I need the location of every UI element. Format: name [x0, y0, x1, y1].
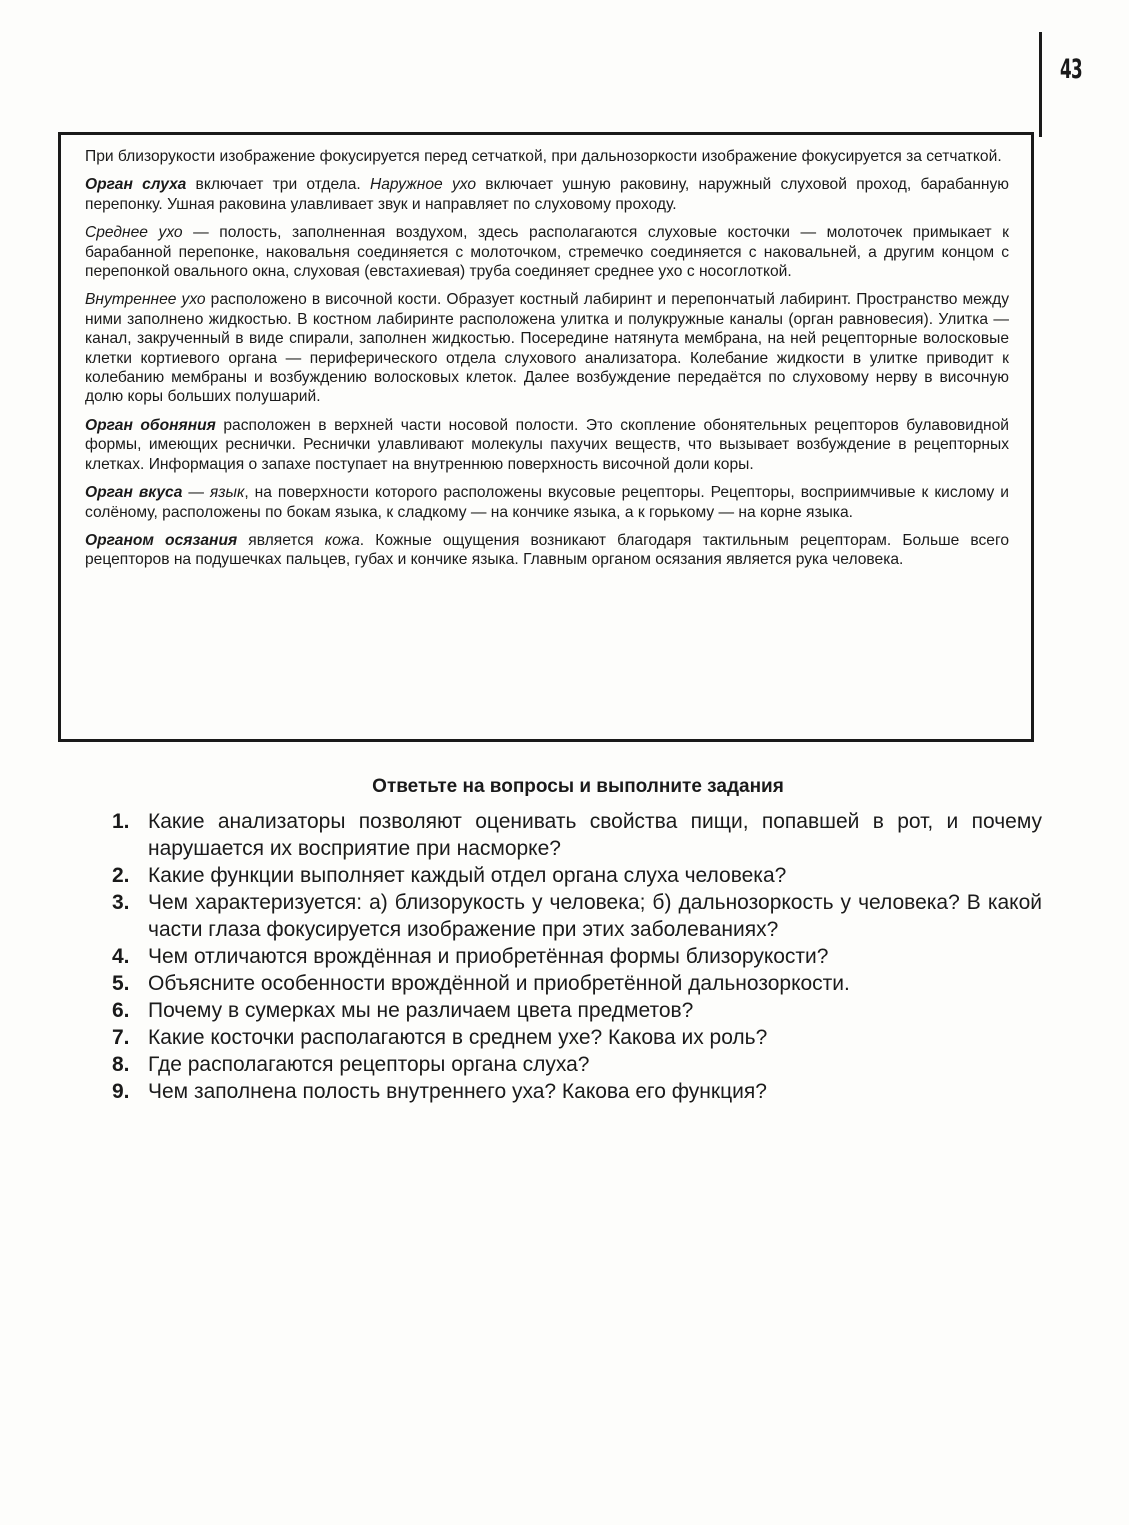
question-number: 7.: [112, 1026, 130, 1049]
question-item: [110, 1024, 1042, 1051]
margin-rule: [1039, 32, 1042, 137]
question-text: Объясните особенности врождённой и приобретённой дальнозоркости.: [148, 972, 850, 995]
questions-title: Ответьте на вопросы и выполните задания: [372, 776, 784, 797]
question-text: Какие косточки располагаются в среднем ухе? Какова их роль?: [148, 1026, 768, 1049]
info-paragraph-smell-organ: Орган обоняния расположен в верхней части носовой полости. Это скопление обонятельных рецепторов булавовидной формы, имеющих реснички. Реснички улавливают молекулы пахучих веществ, что вызывает возбуждение в рецепторных клетках. Информация о запахе поступает на внутреннюю поверхность височной доли коры.: [85, 416, 1009, 473]
info-paragraph-inner-ear: Внутреннее ухо расположено в височной кости. Образует костный лабиринт и перепончатый лабиринт. Пространство между ними заполнено жидкостью. В костном лабиринте расположена улитка и полукружные каналы (орган равновесия). Улитка — канал, закрученный в виде спирали, заполнен жидкостью. Посередине натянута мембрана, на ней рецепторные волосковые клетки кортиевого органа — периферического отдела слухового анализатора. Колебание жидкости в улитке приводит к колебанию мембраны и возбуждению волосковых клеток. Далее возбуждение передаётся по слуховому нерву в височную долю коры больших полушарий.: [85, 291, 1009, 406]
info-box: [58, 132, 1034, 742]
term-touch-organ: Органом осязания: [85, 531, 238, 549]
question-text: Где располагаются рецепторы органа слуха?: [148, 1053, 590, 1076]
question-number: 4.: [112, 945, 130, 968]
question-item: [110, 862, 1042, 889]
question-number: 1.: [112, 810, 130, 833]
question-text: Почему в сумерках мы не различаем цвета предметов?: [148, 999, 694, 1022]
question-text: Чем заполнена полость внутреннего уха? Какова его функция?: [148, 1080, 767, 1103]
question-number: 9.: [112, 1080, 130, 1103]
question-text: Какие анализаторы позволяют оценивать свойства пищи, попавшей в рот, и почему нарушается их восприятие при насморке?: [148, 810, 1042, 860]
term-middle-ear: Среднее ухо: [85, 224, 183, 242]
question-item: [110, 997, 1042, 1024]
questions-list: [110, 808, 1042, 1105]
info-paragraph-taste-organ: Орган вкуса — язык, на поверхности которого расположены вкусовые рецепторы. Рецепторы, восприимчивые к кислому и солёному, расположены по бокам языка, к сладкому — на кончике языка, а к горькому — на корне языка.: [85, 484, 1009, 521]
question-number: 2.: [112, 864, 130, 887]
question-number: 6.: [112, 999, 130, 1022]
term-taste-organ: Орган вкуса: [85, 484, 183, 502]
page-number: 43: [1060, 54, 1083, 85]
term-tongue: язык: [209, 484, 245, 502]
question-text: Чем характеризуется: а) близорукость у человека; б) дальнозоркость у человека? В какой части глаза фокусируется изображение при этих заболеваниях?: [148, 891, 1042, 941]
term-skin: кожа: [324, 531, 360, 549]
info-paragraph-touch-organ: Органом осязания является кожа. Кожные ощущения возникают благодаря тактильным рецепторам. Больше всего рецепторов на подушечках пальцев, губах и кончике языка. Главным органом осязания является рука человека.: [85, 531, 1009, 569]
question-item: [110, 943, 1042, 970]
term-hearing-organ: Орган слуха: [85, 176, 187, 194]
question-item: [110, 889, 1042, 943]
question-item: [110, 1051, 1042, 1078]
info-paragraph-hearing-organ: Орган слуха включает три отдела. Наружное ухо включает ушную раковину, наружный слуховой проход, барабанную перепонку. Ушная раковина улавливает звук и направляет по слуховому проходу.: [85, 176, 1009, 213]
question-text: Какие функции выполняет каждый отдел органа слуха человека?: [148, 864, 787, 887]
term-outer-ear: Наружное ухо: [369, 176, 477, 194]
term-inner-ear: Внутреннее ухо: [85, 291, 206, 309]
question-item: [110, 808, 1042, 862]
question-number: 8.: [112, 1053, 130, 1076]
info-paragraph-middle-ear: Среднее ухо — полость, заполненная воздухом, здесь располагаются слуховые косточки — молоточек примыкает к барабанной перепонке, наковальня соединяется с молоточком, стремечко соединяется с наковальней, а другим концом с перепонкой овального окна, слуховая (евстахиевая) труба соединяет среднее ухо с носоглоткой.: [85, 224, 1009, 281]
info-paragraph-myopia: При близорукости изображение фокусируется перед сетчаткой, при дальнозоркости изображение фокусируется за сетчаткой.: [85, 148, 1002, 165]
question-item: [110, 1078, 1042, 1105]
question-item: [110, 970, 1042, 997]
question-number: 5.: [112, 972, 130, 995]
question-text: Чем отличаются врождённая и приобретённая формы близорукости?: [148, 945, 829, 968]
term-smell-organ: Орган обоняния: [85, 416, 216, 434]
question-number: 3.: [112, 891, 130, 914]
